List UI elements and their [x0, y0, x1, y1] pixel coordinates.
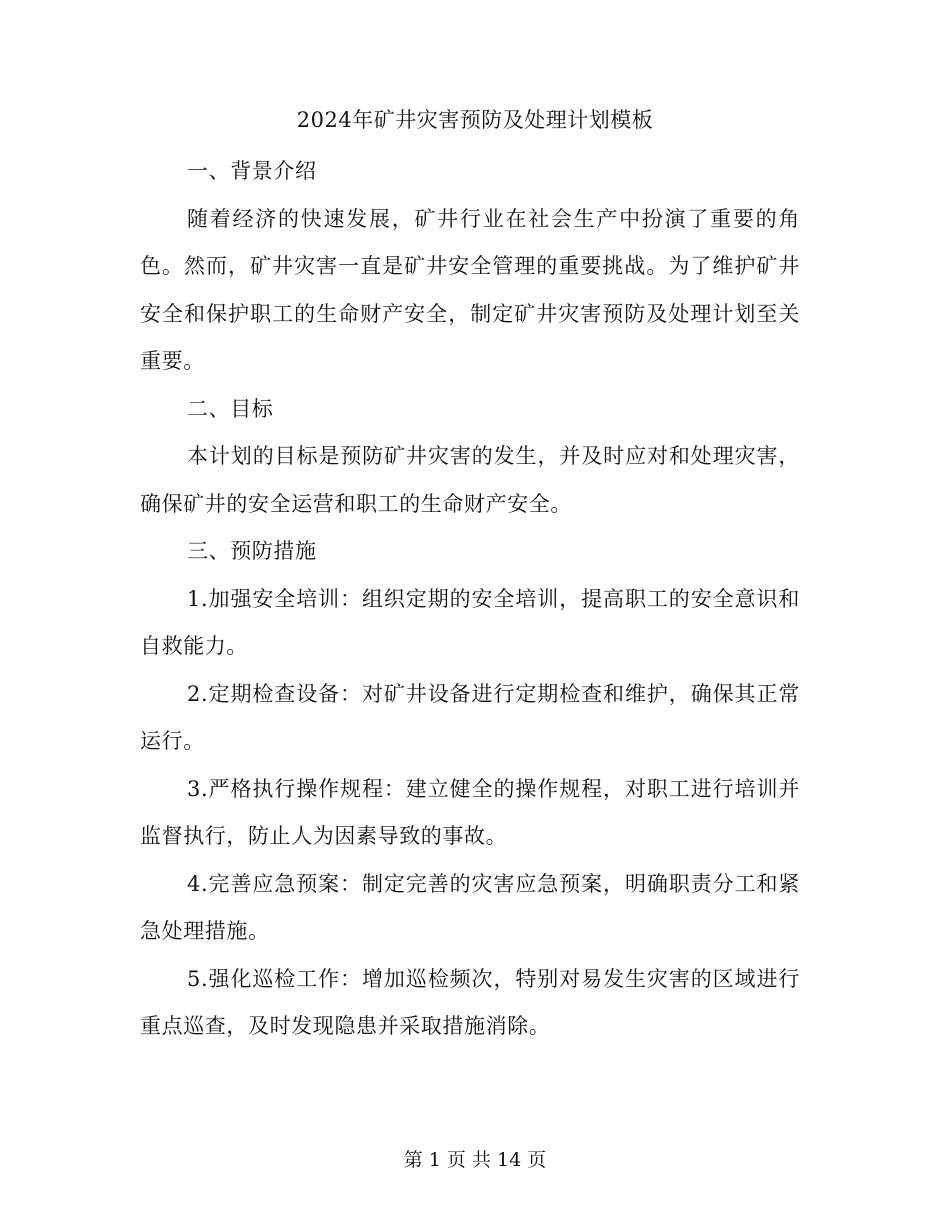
section-heading-background: 一、背景介绍: [187, 159, 317, 183]
section-heading-prevention: 三、预防措施: [187, 539, 317, 563]
list-item-equipment-check: 2.定期检查设备：对矿井设备进行定期检查和维护，确保其正常运行。: [140, 681, 800, 753]
paragraph-background: 随着经济的快速发展，矿井行业在社会生产中扮演了重要的角色。然而，矿井灾害一直是矿井安全管理的重要挑战。为了维护矿井安全和保护职工的生命财产安全，制定矿井灾害预防及处理计划至关重要。: [140, 206, 800, 373]
list-item-operating-rules: 3.严格执行操作规程：建立健全的操作规程，对职工进行培训并监督执行，防止人为因素导致的事故。: [140, 776, 800, 848]
section-heading-goal: 二、目标: [187, 396, 274, 421]
list-item-inspection: 5.强化巡检工作：增加巡检频次，特别对易发生灾害的区域进行重点巡查，及时发现隐患并采取措施消除。: [140, 966, 800, 1038]
list-item-training: 1.加强安全培训：组织定期的安全培训，提高职工的安全意识和自救能力。: [140, 586, 800, 658]
page-number-footer: [0, 1145, 950, 1175]
document-title: 2024年矿井灾害预防及处理计划模板: [296, 108, 654, 132]
page-number-label: 第 1 页 共 14 页: [403, 1149, 547, 1171]
paragraph-goal: 本计划的目标是预防矿井灾害的发生，并及时应对和处理灾害，确保矿井的安全运营和职工的生命财产安全。: [140, 444, 800, 516]
list-item-emergency-plan: 4.完善应急预案：制定完善的灾害应急预案，明确职责分工和紧急处理措施。: [140, 871, 800, 943]
document-body: [140, 148, 800, 1051]
